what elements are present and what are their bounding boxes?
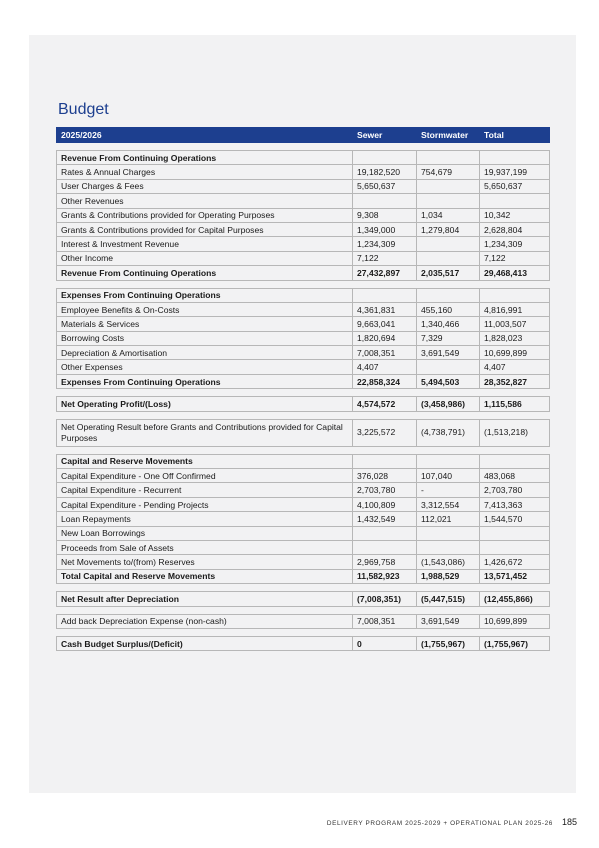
spacer-cell xyxy=(480,389,550,397)
table-header xyxy=(57,128,550,143)
row-label: User Charges & Fees xyxy=(57,179,353,193)
spacer-cell xyxy=(57,411,353,419)
row-label: Rates & Annual Charges xyxy=(57,165,353,179)
row-label: Net Movements to/(from) Reserves xyxy=(57,555,353,569)
total-value: 1,115,586 xyxy=(480,397,550,411)
total-value xyxy=(480,526,550,540)
total-value: 1,544,570 xyxy=(480,512,550,526)
sewer-value: 5,650,637 xyxy=(353,179,417,193)
table-row xyxy=(57,317,550,331)
table-row xyxy=(57,194,550,208)
total-value: 2,628,804 xyxy=(480,222,550,236)
spacer-cell xyxy=(480,446,550,454)
table-row xyxy=(57,222,550,236)
total-value: 483,068 xyxy=(480,469,550,483)
sewer-value: 19,182,520 xyxy=(353,165,417,179)
spacer-row xyxy=(57,143,550,151)
row-label: Depreciation & Amortisation xyxy=(57,346,353,360)
stormwater-value: 455,160 xyxy=(417,302,480,316)
table-row xyxy=(57,483,550,497)
table-row xyxy=(57,512,550,526)
table-row xyxy=(57,237,550,251)
page-footer xyxy=(327,817,577,827)
sewer-value: 1,349,000 xyxy=(353,222,417,236)
total-value: 11,003,507 xyxy=(480,317,550,331)
stormwater-value: 112,021 xyxy=(417,512,480,526)
footer-text: DELIVERY PROGRAM 2025-2029 + OPERATIONAL PLAN 2025-26 xyxy=(326,820,553,827)
spacer-row xyxy=(57,446,550,454)
table-row xyxy=(57,469,550,483)
sewer-value xyxy=(353,288,417,302)
spacer-row xyxy=(57,389,550,397)
row-label: Total Capital and Reserve Movements xyxy=(57,569,353,583)
sewer-value xyxy=(353,540,417,554)
total-value: 7,413,363 xyxy=(480,497,550,511)
row-label: Other Expenses xyxy=(57,360,353,374)
row-label: Capital Expenditure - One Off Confirmed xyxy=(57,469,353,483)
total-value: 1,426,672 xyxy=(480,555,550,569)
total-value: 1,234,309 xyxy=(480,237,550,251)
stormwater-value xyxy=(417,237,480,251)
table-row xyxy=(57,540,550,554)
total-value xyxy=(480,194,550,208)
total-value: 19,937,199 xyxy=(480,165,550,179)
total-value xyxy=(480,454,550,468)
stormwater-value: (3,458,986) xyxy=(417,397,480,411)
total-value xyxy=(480,151,550,165)
sewer-value: 1,432,549 xyxy=(353,512,417,526)
subtotal-row xyxy=(57,592,550,606)
spacer-row xyxy=(57,411,550,419)
spacer-cell xyxy=(417,280,480,288)
spacer-cell xyxy=(480,628,550,636)
table-row xyxy=(57,331,550,345)
table-row xyxy=(57,165,550,179)
total-value: 4,816,991 xyxy=(480,302,550,316)
sewer-value: 2,703,780 xyxy=(353,483,417,497)
stormwater-value: 3,691,549 xyxy=(417,346,480,360)
row-label: New Loan Borrowings xyxy=(57,526,353,540)
sewer-value: 22,858,324 xyxy=(353,374,417,388)
row-label: Other Income xyxy=(57,251,353,265)
header-sewer: Sewer xyxy=(353,128,417,143)
subtotal-row xyxy=(57,419,550,446)
total-value: 13,571,452 xyxy=(480,569,550,583)
spacer-cell xyxy=(353,628,417,636)
sewer-value: 9,308 xyxy=(353,208,417,222)
sewer-value: 0 xyxy=(353,636,417,650)
row-label: Capital and Reserve Movements xyxy=(57,454,353,468)
total-value: 10,699,899 xyxy=(480,614,550,628)
table-row xyxy=(57,497,550,511)
spacer-cell xyxy=(57,143,353,151)
sewer-value xyxy=(353,194,417,208)
section-heading-row xyxy=(57,288,550,302)
row-label: Net Operating Profit/(Loss) xyxy=(57,397,353,411)
stormwater-value xyxy=(417,526,480,540)
spacer-cell xyxy=(57,628,353,636)
table-row xyxy=(57,526,550,540)
stormwater-value xyxy=(417,251,480,265)
stormwater-value xyxy=(417,179,480,193)
table-row xyxy=(57,179,550,193)
table-row xyxy=(57,251,550,265)
total-value: 10,699,899 xyxy=(480,346,550,360)
table-row xyxy=(57,360,550,374)
subtotal-row xyxy=(57,374,550,388)
stormwater-value: 107,040 xyxy=(417,469,480,483)
table-row xyxy=(57,346,550,360)
spacer-cell xyxy=(417,411,480,419)
total-value: 1,828,023 xyxy=(480,331,550,345)
total-value xyxy=(480,540,550,554)
spacer-cell xyxy=(480,143,550,151)
page-number: 185 xyxy=(561,817,577,827)
stormwater-value xyxy=(417,360,480,374)
table-body xyxy=(57,143,550,651)
row-label: Capital Expenditure - Pending Projects xyxy=(57,497,353,511)
total-value: (1,755,967) xyxy=(480,636,550,650)
spacer-cell xyxy=(480,280,550,288)
subtotal-row xyxy=(57,266,550,280)
stormwater-value: 3,312,554 xyxy=(417,497,480,511)
sewer-value: 2,969,758 xyxy=(353,555,417,569)
spacer-cell xyxy=(57,446,353,454)
stormwater-value xyxy=(417,151,480,165)
subtotal-row xyxy=(57,636,550,650)
sewer-value: 27,432,897 xyxy=(353,266,417,280)
total-value: (1,513,218) xyxy=(480,419,550,446)
row-label: Proceeds from Sale of Assets xyxy=(57,540,353,554)
sewer-value: 4,361,831 xyxy=(353,302,417,316)
budget-table xyxy=(56,127,550,651)
stormwater-value xyxy=(417,194,480,208)
sewer-value: 9,663,041 xyxy=(353,317,417,331)
table-row xyxy=(57,302,550,316)
header-total: Total xyxy=(480,128,550,143)
stormwater-value: 1,988,529 xyxy=(417,569,480,583)
stormwater-value xyxy=(417,288,480,302)
row-label: Net Result after Depreciation xyxy=(57,592,353,606)
section-heading-row xyxy=(57,151,550,165)
spacer-row xyxy=(57,584,550,592)
total-value: 2,703,780 xyxy=(480,483,550,497)
spacer-cell xyxy=(480,411,550,419)
stormwater-value: 1,279,804 xyxy=(417,222,480,236)
spacer-cell xyxy=(353,143,417,151)
spacer-cell xyxy=(353,389,417,397)
stormwater-value: 1,340,466 xyxy=(417,317,480,331)
total-value: 28,352,827 xyxy=(480,374,550,388)
sewer-value: 1,820,694 xyxy=(353,331,417,345)
subtotal-row xyxy=(57,569,550,583)
row-label: Grants & Contributions provided for Operating Purposes xyxy=(57,208,353,222)
stormwater-value: 7,329 xyxy=(417,331,480,345)
spacer-cell xyxy=(57,280,353,288)
row-label: Capital Expenditure - Recurrent xyxy=(57,483,353,497)
stormwater-value: (1,543,086) xyxy=(417,555,480,569)
table-row xyxy=(57,555,550,569)
spacer-cell xyxy=(353,280,417,288)
spacer-cell xyxy=(480,584,550,592)
stormwater-value: - xyxy=(417,483,480,497)
row-label: Grants & Contributions provided for Capital Purposes xyxy=(57,222,353,236)
sewer-value: 11,582,923 xyxy=(353,569,417,583)
sewer-value: 4,407 xyxy=(353,360,417,374)
total-value: 10,342 xyxy=(480,208,550,222)
spacer-cell xyxy=(353,584,417,592)
total-value: (12,455,866) xyxy=(480,592,550,606)
total-value: 4,407 xyxy=(480,360,550,374)
spacer-cell xyxy=(417,584,480,592)
stormwater-value: (4,738,791) xyxy=(417,419,480,446)
sewer-value xyxy=(353,151,417,165)
spacer-cell xyxy=(353,411,417,419)
table-row xyxy=(57,208,550,222)
spacer-row xyxy=(57,606,550,614)
stormwater-value xyxy=(417,540,480,554)
sewer-value: (7,008,351) xyxy=(353,592,417,606)
spacer-cell xyxy=(57,584,353,592)
spacer-cell xyxy=(353,446,417,454)
stormwater-value: 5,494,503 xyxy=(417,374,480,388)
spacer-cell xyxy=(57,389,353,397)
spacer-row xyxy=(57,628,550,636)
stormwater-value: (5,447,515) xyxy=(417,592,480,606)
sewer-value: 4,574,572 xyxy=(353,397,417,411)
sewer-value: 7,008,351 xyxy=(353,346,417,360)
total-value: 7,122 xyxy=(480,251,550,265)
row-label: Revenue From Continuing Operations xyxy=(57,266,353,280)
spacer-cell xyxy=(417,606,480,614)
row-label: Expenses From Continuing Operations xyxy=(57,374,353,388)
sewer-value xyxy=(353,526,417,540)
sewer-value: 4,100,809 xyxy=(353,497,417,511)
row-label: Cash Budget Surplus/(Deficit) xyxy=(57,636,353,650)
row-label: Add back Depreciation Expense (non-cash) xyxy=(57,614,353,628)
total-value xyxy=(480,288,550,302)
spacer-cell xyxy=(417,143,480,151)
stormwater-value: 754,679 xyxy=(417,165,480,179)
sewer-value: 1,234,309 xyxy=(353,237,417,251)
stormwater-value: (1,755,967) xyxy=(417,636,480,650)
row-label: Loan Repayments xyxy=(57,512,353,526)
subtotal-row xyxy=(57,397,550,411)
table-row xyxy=(57,614,550,628)
sewer-value: 376,028 xyxy=(353,469,417,483)
section-heading-row xyxy=(57,454,550,468)
total-value: 5,650,637 xyxy=(480,179,550,193)
spacer-row xyxy=(57,280,550,288)
header-year: 2025/2026 xyxy=(57,128,353,143)
page-title: Budget xyxy=(58,101,109,118)
row-label: Employee Benefits & On-Costs xyxy=(57,302,353,316)
row-label: Other Revenues xyxy=(57,194,353,208)
row-label: Expenses From Continuing Operations xyxy=(57,288,353,302)
row-label: Net Operating Result before Grants and Contributions provided for Capital Purposes xyxy=(57,419,353,446)
sewer-value xyxy=(353,454,417,468)
stormwater-value: 2,035,517 xyxy=(417,266,480,280)
row-label: Interest & Investment Revenue xyxy=(57,237,353,251)
stormwater-value: 1,034 xyxy=(417,208,480,222)
spacer-cell xyxy=(417,446,480,454)
stormwater-value xyxy=(417,454,480,468)
spacer-cell xyxy=(480,606,550,614)
spacer-cell xyxy=(417,389,480,397)
row-label: Revenue From Continuing Operations xyxy=(57,151,353,165)
sewer-value: 3,225,572 xyxy=(353,419,417,446)
spacer-cell xyxy=(57,606,353,614)
stormwater-value: 3,691,549 xyxy=(417,614,480,628)
header-stormwater: Stormwater xyxy=(417,128,480,143)
total-value: 29,468,413 xyxy=(480,266,550,280)
table-header-row xyxy=(57,128,550,143)
sewer-value: 7,008,351 xyxy=(353,614,417,628)
spacer-cell xyxy=(353,606,417,614)
sewer-value: 7,122 xyxy=(353,251,417,265)
row-label: Materials & Services xyxy=(57,317,353,331)
spacer-cell xyxy=(417,628,480,636)
row-label: Borrowing Costs xyxy=(57,331,353,345)
